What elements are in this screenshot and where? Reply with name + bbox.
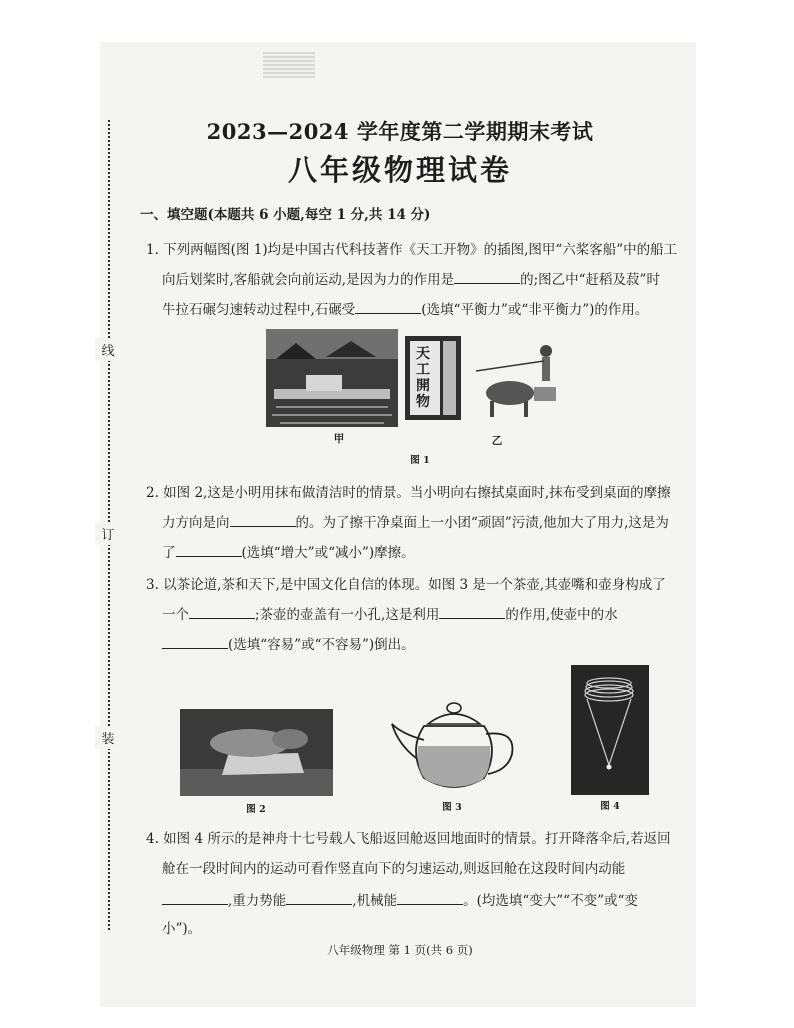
q4-text: ,重力势能 [228,893,287,909]
q1-line2 [162,268,702,288]
q3-text: 的作用,使壶中的水 [505,607,618,623]
q4-text: 。(均选填“变大”“不变”或“变 [463,893,638,909]
q2-line2 [162,511,702,531]
q3-line1: 3. 以茶论道,茶和天下,是中国文化自信的体现。如图 3 是一个茶壶,其壶嘴和壶身构成了 [146,577,666,593]
q3-blank-2[interactable] [439,606,505,619]
fig4-caption: 图 4 [600,801,620,812]
q2-line3 [162,541,702,561]
fig1-caption: 图 1 [410,455,430,466]
fig1-ox-roller-illustration [466,331,568,427]
q1-blank-2[interactable] [355,301,421,314]
q1-line3 [162,298,702,318]
top-stamp-mark [263,52,315,78]
q1-blank-1[interactable] [454,271,520,284]
q2-line1: 2. 如图 2,这是小明用抹布做清洁时的情景。当小明向右擦拭桌面时,抹布受到桌面的摩擦 [146,485,671,501]
section-heading: 一、填空题(本题共 6 小题,每空 1 分,共 14 分) [140,207,431,223]
q4-blank-3[interactable] [397,892,463,905]
q2-blank-2[interactable] [176,544,242,557]
fig1-label-b: 乙 [491,435,503,447]
q4-blank-1[interactable] [162,892,228,905]
fig3-teapot-drawing [388,690,518,796]
q4-line3 [162,889,702,909]
q4-line4: 小”)。 [162,921,202,937]
q1-text: (选填“平衡力”或“非平衡力”)的作用。 [421,302,649,318]
q3-line2 [162,603,702,623]
q1-text: 的;图乙中“赶稻及菽”时 [520,272,660,288]
q1-text: 向后划桨时,客船就会向前运动,是因为力的作用是 [162,272,455,288]
q4-blank-2[interactable] [286,892,352,905]
binding-char-order: 订 [95,522,121,545]
q1-line1: 1. 下列两幅图(图 1)均是中国古代科技著作《天工开物》的插图,图甲“六桨客船”中的船工 [146,242,678,258]
binding-char-line: 线 [95,338,121,361]
fig1-label-a: 甲 [333,433,345,445]
fig4-parachute-photo [571,665,649,795]
q2-text: (选填“增大”或“减小”)摩擦。 [241,545,415,561]
q3-line3 [162,633,702,653]
q3-blank-3[interactable] [162,636,228,649]
fig2-cleaning-photo [180,709,333,796]
q1-text: 牛拉石碾匀速转动过程中,石碾受 [162,302,356,318]
q3-text: (选填“容易”或“不容易”)倒出。 [228,637,415,653]
q3-blank-1[interactable] [189,606,255,619]
exam-title: 2023—2024 学年度第二学期期末考试 [206,119,594,144]
fig1-book-title-bottom: 開物 [416,378,430,410]
q3-text: 一个 [162,607,189,623]
q2-text: 力方向是向 [162,515,230,531]
q3-text: ;茶壶的壶盖有一小孔,这是利用 [255,607,440,623]
q4-text: ,机械能 [352,893,398,909]
q2-text: 的。为了擦干净桌面上一小团“顽固”污渍,他加大了用力,这是为 [295,515,669,531]
q4-line1: 4. 如图 4 所示的是神舟十七号载人飞船返回舱返回地面时的情景。打开降落伞后,若返回 [146,831,671,847]
fig1-book-title-top: 天工 [416,346,430,378]
fig2-caption: 图 2 [246,804,266,815]
q2-blank-1[interactable] [230,514,296,527]
binding-char-bind: 装 [95,726,121,749]
fig3-caption: 图 3 [442,802,462,813]
q2-text: 了 [162,545,176,561]
exam-subtitle: 八年级物理试卷 [287,153,512,187]
page-footer: 八年级物理 第 1 页(共 6 页) [327,943,473,957]
fig1-boat-illustration [266,329,398,427]
q4-line2: 舱在一段时间内的运动可看作竖直向下的匀速运动,则返回舱在这段时间内动能 [162,861,626,877]
